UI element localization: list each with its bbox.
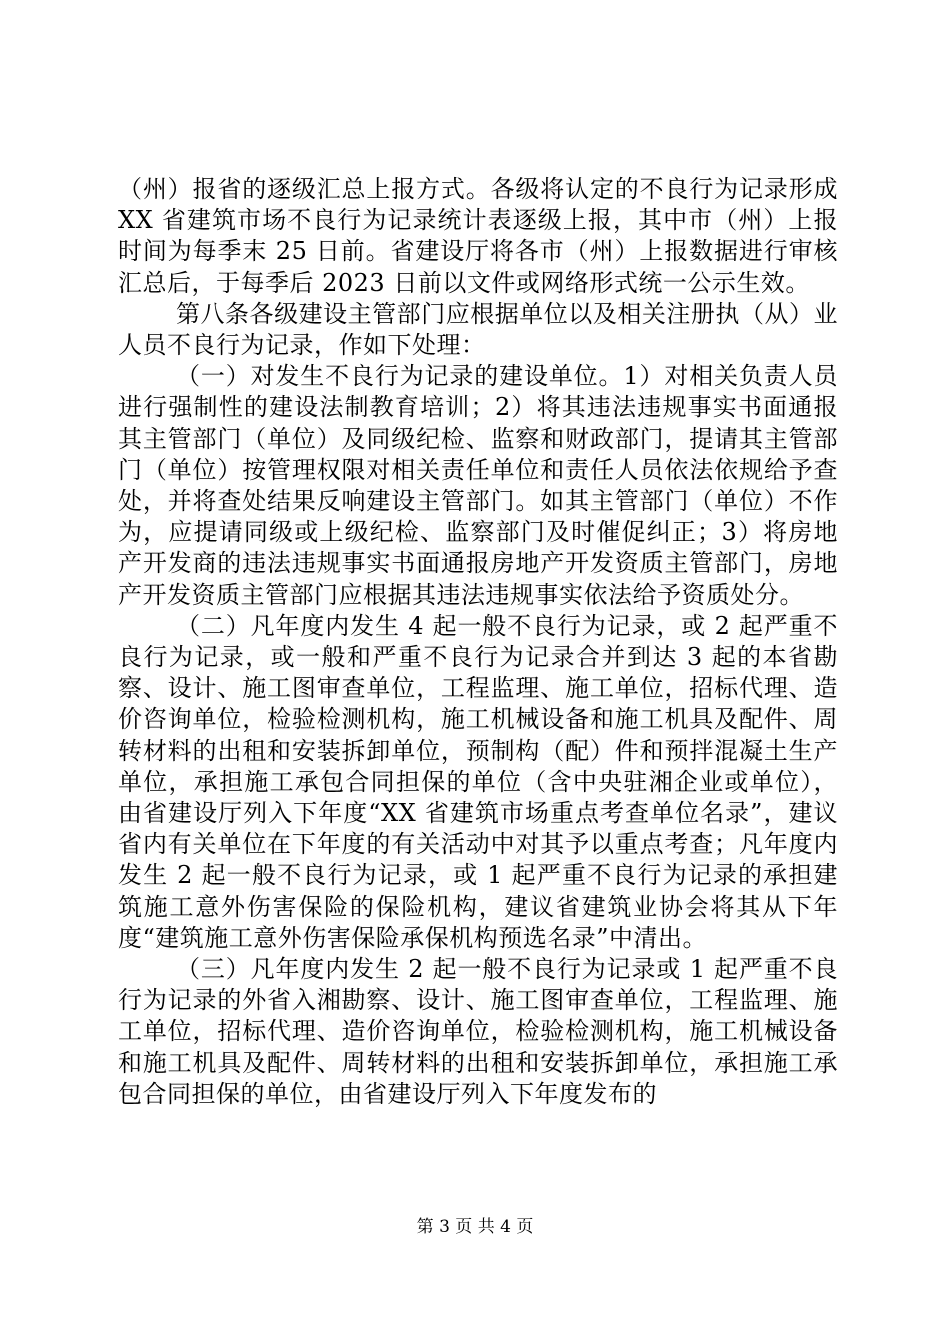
paragraph-item-2: （二）凡年度内发生 4 起一般不良行为记录，或 2 起严重不良行为记录，或一般和严重不良行为记录合并到达 3 起的本省勘察、设计、施工图审查单位，工程监理、施工单位，招标代理、造价咨询单位，检验检测机构，施工机械设备和施工机具及配件、周转材料的出租和安装拆卸单位，预制构（配）件和预拌混凝土生产单位，承担施工承包合同担保的单位（含中央驻湘企业或单位），由省建设厅列入下年度“XX 省建筑市场重点考查单位名录”，建议省内有关单位在下年度的有关活动中对其予以重点考查；凡年度内发生 2 起一般不良行为记录，或 1 起严重不良行为记录的承担建筑施工意外伤害保险的保险机构，建议省建筑业协会将其从下年度“建筑施工意外伤害保险承保机构预选名录”中清出。 <box>118 611 838 952</box>
page-footer: 第 3 页 共 4 页 <box>416 1217 534 1237</box>
paragraph-item-3: （三）凡年度内发生 2 起一般不良行为记录或 1 起严重不良行为记录的外省入湘勘察、设计、施工图审查单位，工程监理、施工单位，招标代理、造价咨询单位，检验检测机构，施工机械设备和施工机具及配件、周转材料的出租和安装拆卸单位，承担施工承包合同担保的单位，由省建设厅列入下年度发布的 <box>118 955 838 1108</box>
paragraph-reporting-method: （州）报省的逐级汇总上报方式。各级将认定的不良行为记录形成 XX 省建筑市场不良行为记录统计表逐级上报，其中市（州）上报时间为每季末 25 日前。省建设厅将各市（州）上报数据进行审核汇总后，于每季后 2023 日前以文件或网络形式统一公示生效。 <box>118 175 838 297</box>
document-body <box>118 174 838 1110</box>
paragraph-item-1: （一）对发生不良行为记录的建设单位。1）对相关负责人员进行强制性的建设法制教育培训；2）将其违法违规事实书面通报其主管部门（单位）及同级纪检、监察和财政部门，提请其主管部门（单位）按管理权限对相关责任单位和责任人员依法依规给予查处，并将查处结果反响建设主管部门。如其主管部门（单位）不作为，应提请同级或上级纪检、监察部门及时催促纠正；3）将房地产开发商的违法违规事实书面通报房地产开发资质主管部门，房地产开发资质主管部门应根据其违法违规事实依法给予资质处分。 <box>118 362 838 609</box>
paragraph-article-8: 第八条各级建设主管部门应根据单位以及相关注册执（从）业人员不良行为记录，作如下处理： <box>118 299 838 360</box>
